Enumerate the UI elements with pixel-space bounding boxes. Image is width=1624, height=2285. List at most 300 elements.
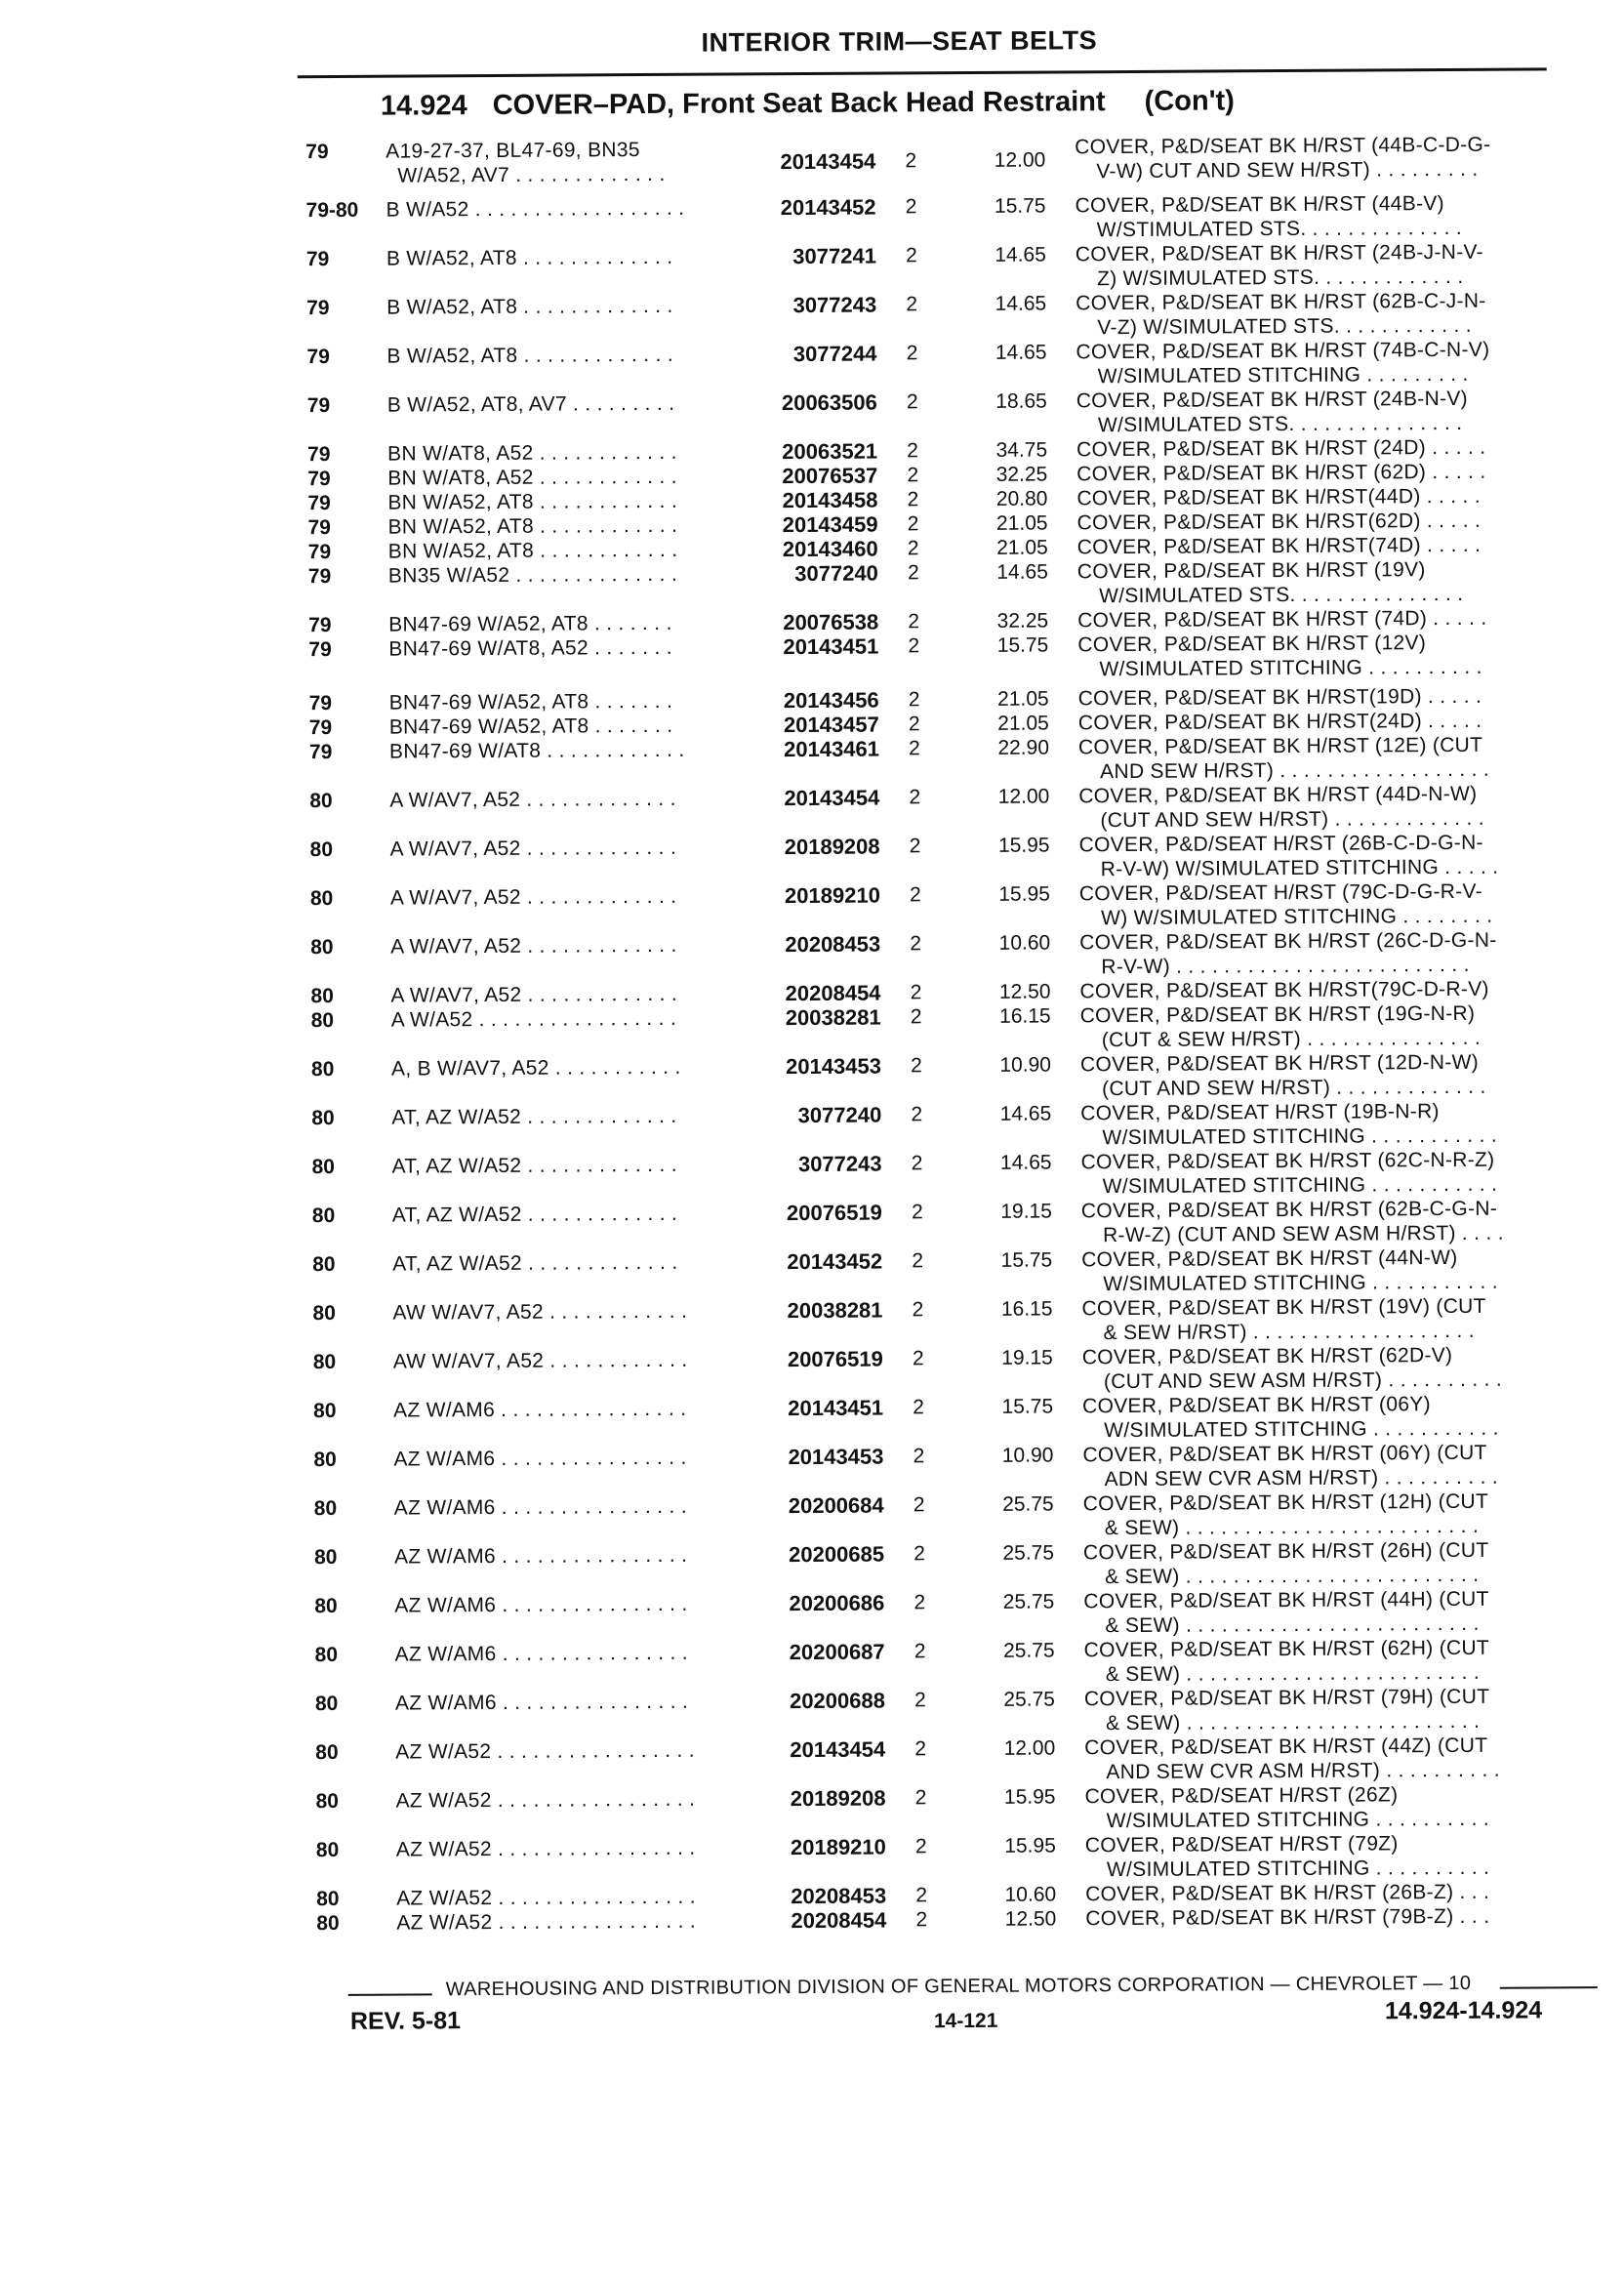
model-year: 80 <box>309 886 334 911</box>
application-description <box>392 1201 744 1227</box>
price: 15.75 <box>996 633 1049 657</box>
table-row <box>0 239 1620 291</box>
part-description-line: V-Z) W/SIMULATED STS. . . . . . . . . . . . <box>1097 313 1472 340</box>
part-description-line: COVER, P&D/SEAT H/RST (19B-N-R) <box>1080 1100 1440 1125</box>
quantity: 2 <box>911 1152 923 1175</box>
description-line: AZ W/AM6 . . . . . . . . . . . . . . . . <box>394 1592 688 1617</box>
part-description <box>1076 386 1584 437</box>
application-description <box>386 342 738 368</box>
footer-rule-left <box>348 1993 432 1996</box>
footer-revision: REV. 5-81 <box>349 2007 462 2035</box>
table-row <box>0 927 1624 979</box>
part-description <box>1084 1684 1592 1735</box>
table-row <box>5 1684 1624 1735</box>
application-description <box>394 1542 746 1569</box>
part-description-line: W/SIMULATED STITCHING . . . . . . . . . . . <box>1104 1416 1499 1443</box>
part-description-line: COVER, P&D/SEAT BK H/RST (74B-C-N-V) <box>1076 338 1490 364</box>
table-row <box>3 1342 1624 1394</box>
price: 12.00 <box>997 785 1050 808</box>
part-number: 20189208 <box>784 834 880 860</box>
application-description <box>388 634 740 661</box>
part-description <box>1076 239 1583 291</box>
part-number: 3077240 <box>794 560 878 587</box>
table-row <box>5 1781 1624 1833</box>
description-line: AZ W/AM6 . . . . . . . . . . . . . . . . <box>393 1543 688 1569</box>
part-description <box>1081 1293 1589 1345</box>
price: 34.75 <box>995 438 1048 462</box>
table-row <box>0 337 1620 388</box>
quantity: 2 <box>907 512 919 536</box>
description-line: AT, AZ W/A52 . . . . . . . . . . . . . <box>392 1250 678 1276</box>
model-year: 80 <box>316 1911 340 1936</box>
description-line: AZ W/A52 . . . . . . . . . . . . . . . . . <box>395 1738 695 1764</box>
application-description <box>395 1689 747 1715</box>
application-description <box>395 1640 747 1666</box>
part-description <box>1075 132 1582 184</box>
part-description-line: AND SEW H/RST) . . . . . . . . . . . . . . . . . . <box>1100 757 1490 784</box>
part-number: 20143451 <box>783 633 879 660</box>
model-year: 79 <box>307 468 331 491</box>
quantity: 2 <box>905 149 917 173</box>
model-year: 79 <box>305 141 329 164</box>
part-number: 20200684 <box>788 1492 884 1519</box>
part-number: 20208454 <box>791 1907 887 1934</box>
table-row <box>0 605 1622 637</box>
part-description <box>1080 1000 1588 1052</box>
part-description-line: (CUT AND SEW H/RST) . . . . . . . . . . . . . <box>1100 806 1484 833</box>
description-line: AZ W/AM6 . . . . . . . . . . . . . . . . <box>393 1494 688 1520</box>
part-description-line: & SEW) . . . . . . . . . . . . . . . . . . . . . . . . . <box>1105 1660 1481 1687</box>
quantity: 2 <box>913 1493 925 1517</box>
description-line: B W/A52, AT8 . . . . . . . . . . . . . <box>386 245 673 270</box>
part-description-line: COVER, P&D/SEAT BK H/RST (62B-C-G-N- <box>1080 1197 1498 1223</box>
quantity: 2 <box>914 1542 925 1566</box>
price: 25.75 <box>1002 1590 1055 1613</box>
part-description <box>1081 1245 1589 1296</box>
part-description-line: COVER, P&D/SEAT BK H/RST (44D-N-W) <box>1078 782 1478 808</box>
model-year: 80 <box>315 1740 339 1765</box>
model-year: 79 <box>308 716 333 740</box>
description-line: BN35 W/A52 . . . . . . . . . . . . . . <box>387 562 678 588</box>
table-row <box>3 1440 1624 1491</box>
part-description <box>1082 1391 1590 1443</box>
description-line: AZ W/AM6 . . . . . . . . . . . . . . . . <box>393 1397 687 1422</box>
price: 14.65 <box>996 560 1048 584</box>
price: 10.90 <box>1001 1444 1054 1467</box>
part-description-line: COVER, P&D/SEAT BK H/RST (44H) (CUT <box>1083 1587 1489 1613</box>
description-line: A19-27-37, BL47-69, BN35 <box>386 139 640 163</box>
price: 18.65 <box>995 389 1047 413</box>
quantity: 2 <box>912 1347 924 1370</box>
part-description-line: COVER, P&D/SEAT BK H/RST (12H) (CUT <box>1082 1489 1489 1516</box>
part-number: 20200686 <box>789 1590 885 1616</box>
description-line: A W/AV7, A52 . . . . . . . . . . . . . <box>390 982 678 1007</box>
description-line: BN W/A52, AT8 . . . . . . . . . . . . <box>387 513 678 539</box>
application-description <box>390 883 742 910</box>
application-description <box>392 1152 744 1178</box>
model-year: 80 <box>311 1155 336 1179</box>
application-description <box>386 293 738 319</box>
part-description-line: R-V-W) . . . . . . . . . . . . . . . . . . . . . . . . . <box>1101 953 1470 979</box>
table-row <box>2 1196 1624 1247</box>
table-row <box>4 1489 1624 1540</box>
price: 15.95 <box>998 882 1050 906</box>
part-number: 20189210 <box>790 1834 886 1860</box>
part-description-line: COVER, P&D/SEAT BK H/RST (06Y) (CUT <box>1082 1441 1487 1467</box>
part-number: 20208454 <box>785 980 881 1006</box>
model-year: 80 <box>313 1496 338 1521</box>
part-description-line: COVER, P&D/SEAT BK H/RST(62D) . . . . . <box>1076 509 1482 535</box>
footer-rule-right <box>1500 1986 1598 1989</box>
part-description-line: COVER, P&D/SEAT BK H/RST (79H) (CUT <box>1083 1685 1490 1711</box>
part-description-line: COVER, P&D/SEAT BK H/RST(24D) . . . . . <box>1077 709 1482 735</box>
price: 32.25 <box>995 463 1048 486</box>
page-header-title: INTERIOR TRIM—SEAT BELTS <box>701 25 1098 58</box>
application-description <box>394 1591 746 1617</box>
application-description <box>390 932 742 959</box>
part-description-line: & SEW) . . . . . . . . . . . . . . . . . . . . . . . . . <box>1104 1514 1480 1540</box>
description-line: A, B W/AV7, A52 . . . . . . . . . . . <box>390 1055 681 1081</box>
description-line: AT, AZ W/A52 . . . . . . . . . . . . . <box>391 1153 677 1178</box>
part-number: 20143453 <box>788 1444 884 1470</box>
part-description-line: COVER, P&D/SEAT BK H/RST(79C-D-R-V) <box>1079 977 1489 1003</box>
part-description-line: COVER, P&D/SEAT H/RST (79C-D-G-R-V- <box>1078 879 1483 906</box>
model-year: 79 <box>308 614 332 637</box>
table-row <box>2 1293 1624 1345</box>
table-row <box>1 1049 1624 1101</box>
part-description-line: R-V-W) W/SIMULATED STITCHING . . . . . <box>1100 855 1499 881</box>
application-description <box>387 439 739 466</box>
part-description-line: COVER, P&D/SEAT BK H/RST (44B-V) <box>1075 192 1445 218</box>
part-number: 20200688 <box>789 1688 886 1714</box>
part-number: 20063506 <box>781 389 877 416</box>
part-description <box>1080 1147 1588 1199</box>
part-description <box>1085 1879 1593 1906</box>
part-description <box>1084 1635 1592 1687</box>
quantity: 2 <box>909 835 921 858</box>
part-description-line: COVER, P&D/SEAT BK H/RST (06Y) <box>1082 1393 1431 1418</box>
table-row <box>0 683 1623 715</box>
part-description-line: & SEW H/RST) . . . . . . . . . . . . . . . . . . . <box>1103 1319 1475 1345</box>
table-row <box>5 1733 1624 1784</box>
quantity: 2 <box>911 1201 923 1224</box>
part-description <box>1084 1733 1592 1784</box>
quantity: 2 <box>910 1005 922 1029</box>
table-row <box>0 132 1619 187</box>
price: 20.80 <box>995 487 1048 510</box>
part-description-line: COVER, P&D/SEAT H/RST (26B-C-D-G-N- <box>1078 831 1483 857</box>
part-description-line: COVER, P&D/SEAT BK H/RST (44Z) (CUT <box>1084 1734 1488 1760</box>
model-year: 80 <box>309 837 334 862</box>
part-description <box>1083 1586 1591 1638</box>
part-description-line: (CUT AND SEW ASM H/RST) . . . . . . . . . . <box>1103 1367 1503 1394</box>
part-number: 20143460 <box>782 536 878 562</box>
section-number: 14.924 <box>380 90 467 122</box>
description-line: AZ W/A52 . . . . . . . . . . . . . . . . . <box>396 1909 697 1935</box>
description-line: AT, AZ W/A52 . . . . . . . . . . . . . <box>391 1202 678 1227</box>
part-description-line: COVER, P&D/SEAT BK H/RST (62H) (CUT <box>1083 1636 1490 1662</box>
model-year: 80 <box>311 1106 335 1130</box>
part-description <box>1076 508 1584 535</box>
part-number: 20143451 <box>788 1395 884 1421</box>
part-description-line: COVER, P&D/SEAT BK H/RST (12V) <box>1077 632 1427 657</box>
price: 12.50 <box>1004 1907 1057 1931</box>
description-line: B W/A52, AT8 . . . . . . . . . . . . . <box>386 343 674 368</box>
part-description-line: W/SIMULATED STITCHING . . . . . . . . . . . <box>1102 1172 1498 1199</box>
part-description <box>1076 337 1583 388</box>
quantity: 2 <box>908 688 920 712</box>
part-description <box>1076 190 1583 242</box>
part-description <box>1085 1903 1593 1931</box>
part-description-line: & SEW) . . . . . . . . . . . . . . . . . . . . . . . . . <box>1106 1709 1481 1735</box>
table-row <box>0 781 1623 833</box>
model-year: 80 <box>313 1545 338 1570</box>
description-line: AZ W/A52 . . . . . . . . . . . . . . . . . <box>396 1885 696 1910</box>
application-description <box>393 1347 745 1373</box>
description-line: A W/A52 . . . . . . . . . . . . . . . . . <box>390 1006 677 1032</box>
table-row <box>0 830 1623 881</box>
model-year: 79 <box>306 394 331 418</box>
application-description <box>392 1249 744 1276</box>
quantity: 2 <box>914 1591 926 1614</box>
model-year: 80 <box>310 984 334 1008</box>
part-description <box>1076 288 1583 340</box>
table-row <box>6 1879 1624 1911</box>
part-description-line: COVER, P&D/SEAT BK H/RST (26B-Z) . . . <box>1085 1880 1490 1906</box>
application-description <box>395 1737 747 1764</box>
part-number: 20143452 <box>780 194 876 221</box>
application-description <box>389 737 741 763</box>
price: 21.05 <box>995 511 1048 535</box>
application-description <box>392 1298 744 1325</box>
part-description <box>1081 1196 1589 1247</box>
application-description <box>386 137 737 187</box>
part-description-line: ADN SEW CVR ASM H/RST) . . . . . . . . . . <box>1104 1465 1499 1491</box>
part-description-line: W) W/SIMULATED STITCHING . . . . . . . . <box>1100 904 1493 930</box>
description-line: W/A52, AV7 . . . . . . . . . . . . . <box>397 162 666 187</box>
model-year: 80 <box>310 1057 335 1081</box>
model-year: 80 <box>310 1008 335 1033</box>
part-description <box>1082 1440 1590 1491</box>
table-row <box>2 1245 1624 1296</box>
price: 15.75 <box>1001 1395 1054 1418</box>
part-description-line: COVER, P&D/SEAT BK H/RST (19G-N-R) <box>1079 1001 1476 1028</box>
description-line: AT, AZ W/A52 . . . . . . . . . . . . . <box>391 1104 677 1129</box>
price: 12.00 <box>1003 1736 1056 1760</box>
application-description <box>388 537 740 563</box>
description-line: A W/AV7, A52 . . . . . . . . . . . . . <box>389 884 677 910</box>
description-line: A W/AV7, A52 . . . . . . . . . . . . . <box>389 787 676 812</box>
application-description <box>390 835 742 861</box>
application-description <box>391 1005 743 1032</box>
part-description-line: W/SIMULATED STITCHING . . . . . . . . . . . <box>1102 1123 1498 1150</box>
part-description-line: COVER, P&D/SEAT BK H/RST (12E) (CUT <box>1077 733 1483 759</box>
model-year: 80 <box>315 1838 340 1862</box>
section-continued: (Con't) <box>1144 85 1235 117</box>
part-description-line: COVER, P&D/SEAT BK H/RST (44N-W) <box>1081 1245 1458 1272</box>
quantity: 2 <box>907 464 919 487</box>
price: 16.15 <box>1000 1297 1053 1321</box>
part-description-line: COVER, P&D/SEAT BK H/RST(19D) . . . . . <box>1077 684 1482 711</box>
price: 21.05 <box>997 712 1049 735</box>
part-description-line: COVER, P&D/SEAT H/RST (26Z) <box>1084 1783 1399 1809</box>
price: 14.65 <box>995 341 1047 364</box>
part-description-line: COVER, P&D/SEAT BK H/RST (26C-D-G-N- <box>1079 928 1497 955</box>
part-description <box>1076 434 1584 462</box>
application-description <box>394 1493 746 1520</box>
application-description <box>396 1835 748 1861</box>
model-year: 79 <box>305 248 330 271</box>
price: 19.15 <box>1001 1346 1053 1369</box>
section-heading <box>381 85 1235 122</box>
price: 10.60 <box>1004 1883 1057 1906</box>
part-description-line: COVER, P&D/SEAT BK H/RST (44B-C-D-G- <box>1075 133 1491 159</box>
quantity: 2 <box>905 244 917 267</box>
table-row <box>0 878 1624 930</box>
part-description <box>1078 683 1586 711</box>
application-description <box>387 464 739 490</box>
part-description <box>1079 976 1587 1003</box>
quantity: 2 <box>908 634 920 658</box>
part-description-line: COVER, P&D/SEAT H/RST (79Z) <box>1084 1832 1399 1857</box>
part-number: 20143453 <box>785 1053 882 1080</box>
quantity: 2 <box>908 713 920 736</box>
model-year: 80 <box>312 1252 336 1277</box>
application-description <box>388 561 740 588</box>
part-description <box>1077 532 1585 559</box>
part-description <box>1077 630 1585 681</box>
table-row <box>4 1537 1624 1589</box>
quantity: 2 <box>907 439 919 463</box>
part-description-line: COVER, P&D/SEAT BK H/RST (26H) (CUT <box>1082 1538 1489 1565</box>
quantity: 2 <box>911 1054 922 1078</box>
price: 10.90 <box>999 1053 1052 1077</box>
part-description <box>1083 1489 1591 1540</box>
quantity: 2 <box>907 488 919 511</box>
quantity: 2 <box>911 1103 923 1126</box>
price: 25.75 <box>1002 1492 1054 1516</box>
quantity: 2 <box>913 1445 925 1468</box>
description-line: B W/A52, AT8, AV7 . . . . . . . . . <box>386 391 675 417</box>
description-line: BN W/AT8, A52 . . . . . . . . . . . . <box>387 440 677 466</box>
application-description <box>396 1884 748 1910</box>
table-row <box>6 1830 1624 1882</box>
part-description-line: (CUT & SEW H/RST) . . . . . . . . . . . . . . . <box>1101 1026 1482 1052</box>
model-year: 80 <box>312 1350 337 1374</box>
model-year: 79 <box>307 516 332 540</box>
part-number: 20143458 <box>782 487 878 513</box>
quantity: 2 <box>910 932 922 956</box>
part-number: 3077241 <box>792 243 876 269</box>
price: 22.90 <box>997 736 1050 759</box>
quantity: 2 <box>914 1689 926 1712</box>
description-line: A W/AV7, A52 . . . . . . . . . . . . . <box>389 836 677 861</box>
part-description <box>1079 927 1587 979</box>
price: 32.25 <box>996 609 1049 632</box>
model-year: 80 <box>314 1692 339 1716</box>
quantity: 2 <box>914 1835 927 1858</box>
part-description-line: W/SIMULATED STITCHING . . . . . . . . . . <box>1099 655 1482 681</box>
part-number: 3077240 <box>797 1102 882 1128</box>
part-description-line: W/SIMULATED STITCHING . . . . . . . . . . <box>1106 1856 1490 1882</box>
part-description <box>1076 483 1584 510</box>
part-number: 20208453 <box>785 931 881 958</box>
part-description-line: COVER, P&D/SEAT BK H/RST (24D) . . . . . <box>1076 435 1486 462</box>
part-description <box>1077 605 1585 632</box>
part-description <box>1076 459 1584 486</box>
part-description <box>1077 556 1585 608</box>
description-line: BN W/AT8, A52 . . . . . . . . . . . . <box>387 465 677 490</box>
header-rule <box>298 67 1547 78</box>
price: 25.75 <box>1003 1688 1056 1711</box>
description-line: AZ W/A52 . . . . . . . . . . . . . . . . . <box>395 1836 696 1861</box>
price: 15.95 <box>1003 1785 1056 1809</box>
part-number: 20143454 <box>780 148 876 175</box>
part-number: 20076519 <box>786 1200 882 1226</box>
application-description <box>389 688 741 714</box>
price: 15.95 <box>1004 1834 1056 1857</box>
part-number: 20208453 <box>791 1883 887 1909</box>
part-description-line: W/SIMULATED STS. . . . . . . . . . . . . . . <box>1097 411 1463 437</box>
part-number: 20189210 <box>784 882 880 909</box>
application-description <box>387 488 739 514</box>
part-description <box>1079 878 1587 930</box>
quantity: 2 <box>910 981 922 1004</box>
description-line: AZ W/AM6 . . . . . . . . . . . . . . . . <box>394 1690 689 1715</box>
description-line: BN W/A52, AT8 . . . . . . . . . . . . <box>387 489 678 514</box>
part-description-line: AND SEW CVR ASM H/RST) . . . . . . . . . . <box>1106 1758 1500 1784</box>
price: 12.50 <box>998 980 1051 1003</box>
part-number: 20143454 <box>790 1736 886 1763</box>
model-year: 80 <box>311 1204 336 1228</box>
part-description <box>1078 781 1586 833</box>
quantity: 2 <box>906 342 918 365</box>
description-line: AZ W/AM6 . . . . . . . . . . . . . . . . <box>394 1641 688 1666</box>
footer-page-number: 14-121 <box>933 2009 998 2033</box>
part-number: 20200685 <box>789 1541 885 1568</box>
footer-publisher-line: WAREHOUSING AND DISTRIBUTION DIVISION OF GENERAL MOTORS CORPORATION — CHEVROLET — 10 <box>445 1972 1472 2001</box>
quantity: 2 <box>913 1396 925 1419</box>
quantity: 2 <box>909 786 921 809</box>
part-description-line: COVER, P&D/SEAT BK H/RST(74D) . . . . . <box>1076 533 1482 559</box>
table-row <box>1 1098 1624 1150</box>
part-description-line: R-W-Z) (CUT AND SEW ASM H/RST) . . . . <box>1102 1221 1504 1247</box>
part-description-line: W/SIMULATED STITCHING . . . . . . . . . <box>1097 362 1469 388</box>
model-year: 79-80 <box>305 198 359 223</box>
description-line: BN47-69 W/A52, AT8 . . . . . . . <box>388 714 673 739</box>
model-year: 79 <box>306 346 330 369</box>
model-year: 79 <box>308 692 333 715</box>
part-description-line: COVER, P&D/SEAT BK H/RST (19V) <box>1076 558 1426 584</box>
quantity: 2 <box>907 537 919 560</box>
quantity: 2 <box>905 195 917 219</box>
part-description-line: W/SIMULATED STS. . . . . . . . . . . . . . . <box>1098 582 1464 608</box>
part-description-line: COVER, P&D/SEAT BK H/RST (79B-Z) . . . <box>1085 1904 1490 1931</box>
model-year: 79 <box>307 541 332 564</box>
price: 14.65 <box>995 243 1046 266</box>
part-description <box>1078 732 1586 784</box>
description-line: BN47-69 W/AT8, A52 . . . . . . . <box>388 635 672 661</box>
model-year: 79 <box>307 565 332 589</box>
quantity: 2 <box>906 293 918 316</box>
part-description-line: & SEW) . . . . . . . . . . . . . . . . . . . . . . . . . <box>1105 1612 1480 1638</box>
part-description-line: W/SIMULATED STITCHING . . . . . . . . . . . <box>1103 1270 1498 1296</box>
table-row <box>0 288 1620 340</box>
description-line: AZ W/A52 . . . . . . . . . . . . . . . . . <box>395 1787 696 1813</box>
quantity: 2 <box>914 1737 927 1761</box>
part-number: 20143457 <box>783 712 879 738</box>
description-line: A W/AV7, A52 . . . . . . . . . . . . . <box>390 933 677 959</box>
